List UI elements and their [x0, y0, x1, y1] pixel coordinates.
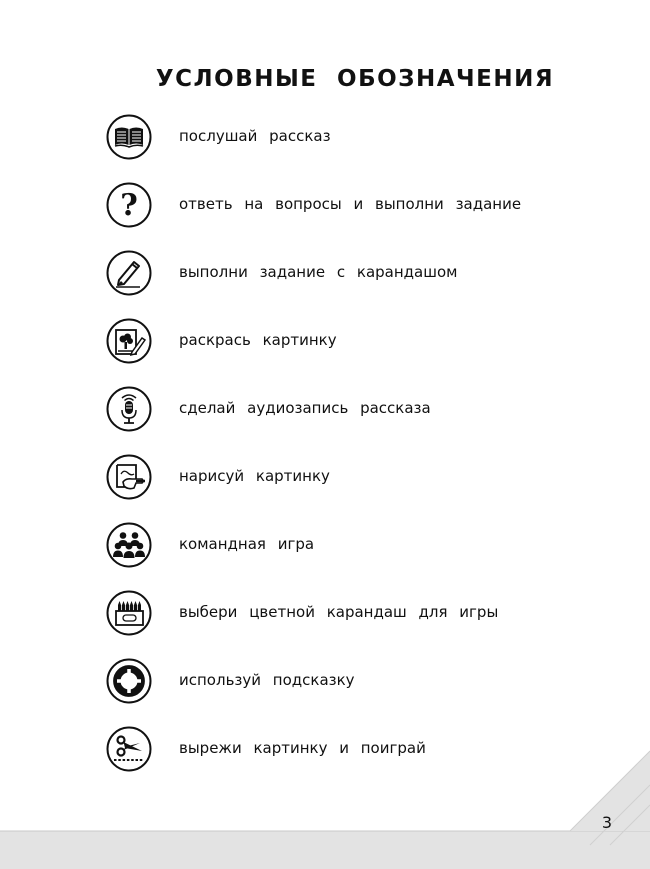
legend-label: раскрась картинку: [179, 331, 337, 349]
legend-label: послушай рассказ: [179, 127, 331, 145]
legend-label: выбери цветной карандаш для игры: [179, 603, 499, 621]
legend-label: сделай аудиозапись рассказа: [179, 399, 431, 417]
page-title: УСЛОВНЫЕ ОБОЗНАЧЕНИЯ: [155, 66, 555, 92]
legend-label: вырежи картинку и поиграй: [179, 739, 426, 757]
legend-label: командная игра: [179, 535, 315, 553]
page-number: 3: [601, 813, 612, 832]
legend-label: выполни задание с карандашом: [179, 263, 458, 281]
svg-text:?: ?: [120, 188, 138, 223]
legend-label: нарисуй картинку: [179, 467, 330, 485]
legend-label: ответь на вопросы и выполни задание: [179, 195, 522, 213]
legend-label: используй подсказку: [179, 671, 355, 689]
